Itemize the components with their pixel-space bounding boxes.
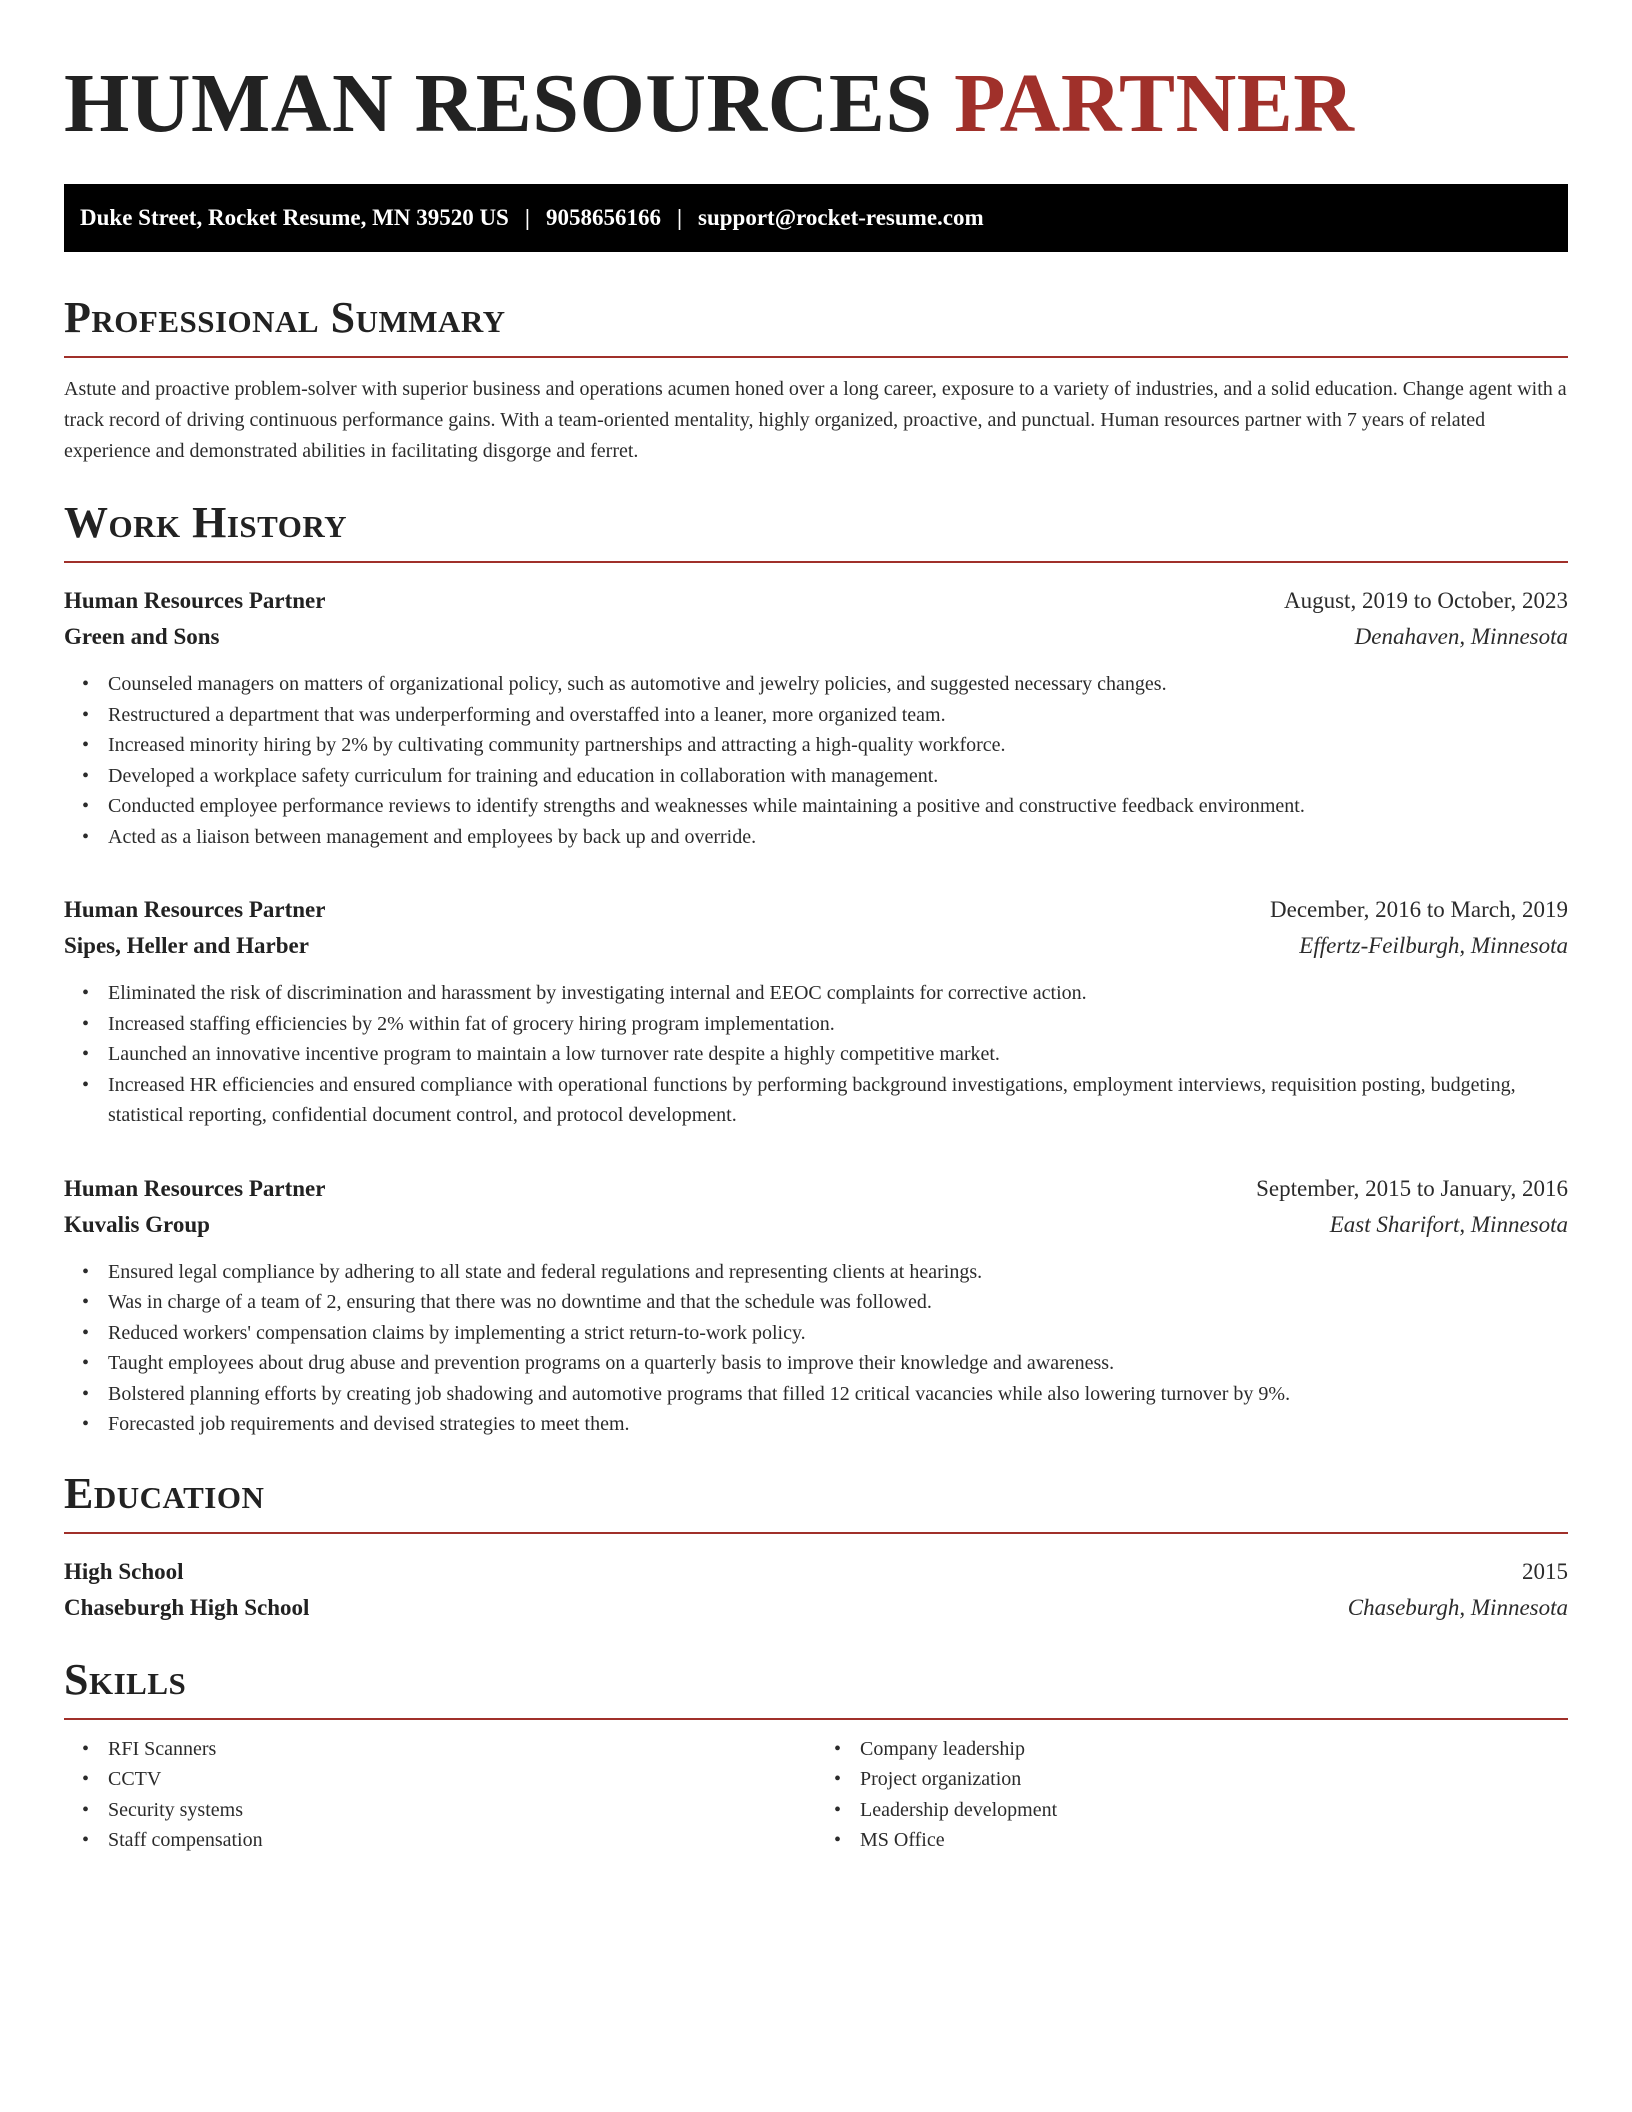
job-bullet: • Restructured a department that was underperforming and overstaffed into a leaner, more organized team. <box>108 700 1568 731</box>
job-bullets <box>64 1257 1568 1440</box>
job-entry <box>64 583 1568 852</box>
contact-address: Duke Street, Rocket Resume, MN 39520 US <box>80 205 509 230</box>
contact-separator: | <box>524 205 530 230</box>
job-bullet: • Increased minority hiring by 2% by cultivating community partnerships and attracting a high-quality workforce. <box>108 730 1568 761</box>
job-bullet: • Taught employees about drug abuse and prevention programs on a quarterly basis to improve their knowledge and awareness. <box>108 1348 1568 1379</box>
education-entry <box>64 1554 1568 1626</box>
section-divider <box>64 561 1568 563</box>
title-main: HUMAN RESOURCES <box>64 57 933 150</box>
job-bullet: • Conducted employee performance reviews to identify strengths and weaknesses while maintaining a positive and constructive feedback environment. <box>108 791 1568 822</box>
job-bullet: • Bolstered planning efforts by creating job shadowing and automotive programs that filled 12 critical vacancies while also lowering turnover by 9%. <box>108 1379 1568 1410</box>
work-history-section <box>64 497 1568 1440</box>
job-title: Human Resources Partner <box>64 588 326 613</box>
section-heading-work-history: Work History <box>64 498 348 547</box>
job-bullet: • Ensured legal compliance by adhering to all state and federal regulations and representing clients at hearings. <box>108 1257 1568 1288</box>
contact-bar <box>64 184 1568 252</box>
resume-title <box>64 0 1568 152</box>
title-accent: PARTNER <box>954 57 1355 150</box>
job-dates: September, 2015 to January, 2016 <box>1256 1175 1568 1201</box>
job-title: Human Resources Partner <box>64 1175 326 1201</box>
education-location: Chaseburgh, Minnesota <box>1347 1594 1568 1620</box>
summary-text: Astute and proactive problem-solver with superior business and operations acumen honed over a long career, exposure to a variety of industries, and a solid education. Change agent with a track record of driving continuous performance gains. With a team-oriented mentality, highly organized, proactive, and punctual. Human resources partner with 7 years of related experience and demonstrated abilities in facilitating disgorge and ferret. <box>64 378 1567 462</box>
job-location: Effertz-Feilburgh, Minnesota <box>1299 933 1568 958</box>
job-dates: December, 2016 to March, 2019 <box>1270 897 1568 922</box>
skills-columns <box>64 1734 1568 1856</box>
job-bullet: • Developed a workplace safety curriculum for training and education in collaboration with management. <box>108 761 1568 792</box>
job-bullet: • Increased staffing efficiencies by 2% within fat of grocery hiring program implementation. <box>108 1009 1568 1040</box>
section-heading-summary: Professional Summary <box>64 293 506 342</box>
section-divider <box>64 1532 1568 1534</box>
section-divider <box>64 356 1568 358</box>
skills-list <box>64 1734 816 1856</box>
job-bullets <box>64 669 1568 852</box>
job-company: Sipes, Heller and Harber <box>64 933 309 958</box>
contact-email[interactable]: support@rocket-resume.com <box>698 205 984 230</box>
job-bullet: • Forecasted job requirements and devised strategies to meet them. <box>108 1409 1568 1440</box>
job-bullet: • Reduced workers' compensation claims by implementing a strict return-to-work policy. <box>108 1318 1568 1349</box>
contact-phone[interactable]: 9058656166 <box>545 205 661 230</box>
education-degree: High School <box>64 1558 184 1584</box>
skill-item: • Leadership development <box>860 1795 1568 1826</box>
education-year: 2015 <box>1522 1558 1568 1584</box>
skills-column-right <box>816 1734 1568 1856</box>
skill-item: • Project organization <box>860 1764 1568 1795</box>
job-bullet: • Acted as a liaison between management and employees by back up and override. <box>108 822 1568 853</box>
job-entry <box>64 1171 1568 1440</box>
job-bullet: • Launched an innovative incentive program to maintain a low turnover rate despite a highly competitive market. <box>108 1039 1568 1070</box>
job-location: Denahaven, Minnesota <box>1354 624 1568 649</box>
job-location: East Sharifort, Minnesota <box>1329 1211 1568 1237</box>
job-bullet: • Counseled managers on matters of organizational policy, such as automotive and jewelry policies, and suggested necessary changes. <box>108 669 1568 700</box>
job-company: Kuvalis Group <box>64 1211 210 1237</box>
skill-item: • Company leadership <box>860 1734 1568 1765</box>
section-heading-skills: Skills <box>64 1654 187 1704</box>
job-bullet: • Increased HR efficiencies and ensured compliance with operational functions by performing background investigations, employment interviews, requisition posting, budgeting, statistical reporting, confidential document control, and protocol development. <box>108 1070 1568 1131</box>
education-section <box>64 1468 1568 1626</box>
contact-separator: | <box>676 205 683 230</box>
section-divider <box>64 1718 1568 1720</box>
education-school: Chaseburgh High School <box>64 1594 310 1620</box>
skill-item: • CCTV <box>108 1764 816 1795</box>
skill-item: • Staff compensation <box>108 1825 816 1856</box>
skill-item: • RFI Scanners <box>108 1734 816 1765</box>
job-bullets <box>64 978 1568 1131</box>
job-bullet: • Eliminated the risk of discrimination and harassment by investigating internal and EEOC complaints for corrective action. <box>108 978 1568 1009</box>
skills-column-left <box>64 1734 816 1856</box>
section-heading-education: Education <box>64 1468 265 1518</box>
job-title: Human Resources Partner <box>64 897 326 922</box>
skill-item: • MS Office <box>860 1825 1568 1856</box>
job-company: Green and Sons <box>64 624 220 649</box>
job-bullet: • Was in charge of a team of 2, ensuring that there was no downtime and that the schedule was followed. <box>108 1287 1568 1318</box>
skills-section <box>64 1654 1568 1856</box>
skill-item: • Security systems <box>108 1795 816 1826</box>
job-dates: August, 2019 to October, 2023 <box>1284 588 1568 613</box>
skills-list <box>816 1734 1568 1856</box>
professional-summary-section <box>64 292 1568 467</box>
job-entry <box>64 892 1568 1131</box>
